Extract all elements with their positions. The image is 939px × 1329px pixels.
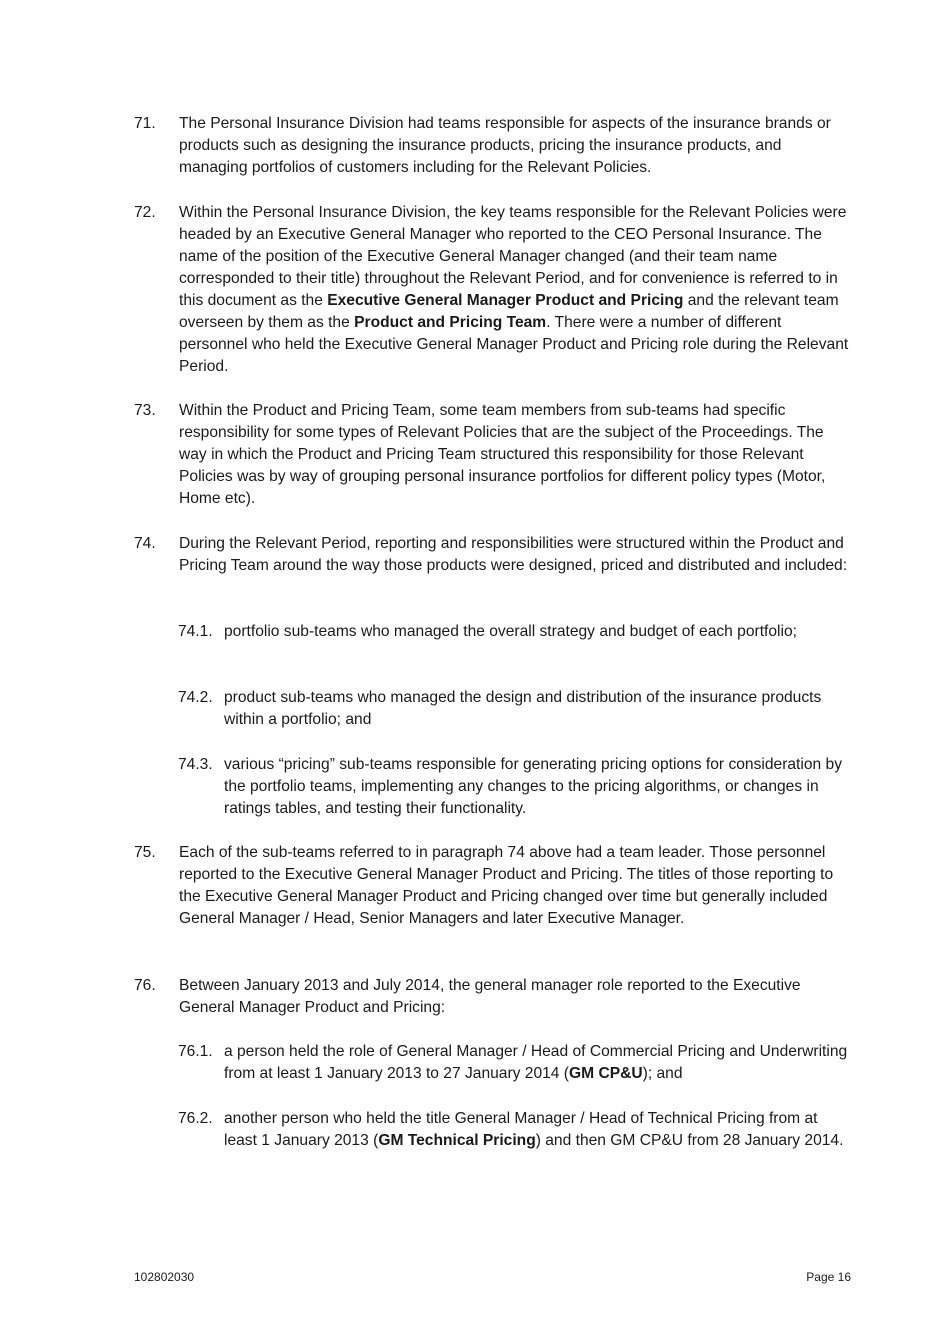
subparagraph-text: product sub-teams who managed the design and distribution of the insurance products within a portfolio; and: [224, 689, 822, 728]
paragraph-text: The Personal Insurance Division had teams responsible for aspects of the insurance brands or products such as designing the insurance products, pricing the insurance products, and managing portfolios of customers including for the Relevant Policies.: [179, 115, 831, 176]
paragraph-text: Between January 2013 and July 2014, the general manager role reported to the Executive General Manager Product and Pricing:: [179, 977, 801, 1016]
paragraph-text: Each of the sub-teams referred to in paragraph 74 above had a team leader. Those personnel reported to the Executive General Manager Product and Pricing. The titles of those reporting to the Executive General Manager Product and Pricing changed over time but generally included General Manager / Head, Senior Managers and later Executive Manager.: [179, 844, 834, 927]
subparagraph-text: portfolio sub-teams who managed the overall strategy and budget of each portfolio;: [224, 623, 797, 640]
text-run: ) and then GM CP&U from 28 January 2014.: [535, 1132, 844, 1149]
subparagraph-number: 74.3.: [178, 756, 213, 773]
subparagraph-number: 74.1.: [178, 623, 213, 640]
paragraph-number: 72.: [134, 204, 156, 221]
paragraph-text: Within the Product and Pricing Team, some team members from sub-teams had specific responsibility for some types of Relevant Policies that are the subject of the Proceedings. The way in which the Product and Pricing Team structured this responsibility for those Relevant Policies was by way of grouping personal insurance portfolios for different policy types (Motor, Home etc).: [179, 402, 826, 507]
defined-term: GM CP&U: [569, 1065, 643, 1082]
subparagraph-text: [224, 1041, 854, 1085]
paragraph-number: 71.: [134, 115, 156, 132]
page-number: Page 16: [806, 1270, 851, 1284]
defined-term: Product and Pricing Team: [354, 314, 547, 331]
paragraph-number: 75.: [134, 844, 156, 861]
paragraph-number: 73.: [134, 402, 156, 419]
paragraph-number: 76.: [134, 977, 156, 994]
text-run: . There were a number of different personnel who held the Executive General Manager Product and Pricing role during the Relevant Period.: [179, 314, 849, 375]
text-run: and the relevant team overseen by them as the: [179, 292, 839, 331]
defined-term: GM Technical Pricing: [378, 1132, 536, 1149]
text-run: a person held the role of General Manager / Head of Commercial Pricing and Underwriting from at least 1 January 2013 to 27 January 2014 (: [224, 1043, 848, 1082]
document-id: 102802030: [134, 1270, 195, 1284]
text-run: ); and: [642, 1065, 683, 1082]
defined-term: Executive General Manager Product and Pricing: [327, 292, 684, 309]
text-run: another person who held the title General Manager / Head of Technical Pricing from at least 1 January 2013 (: [224, 1110, 818, 1149]
paragraph-text: During the Relevant Period, reporting and responsibilities were structured within the Product and Pricing Team around the way those products were designed, priced and distributed and included:: [179, 535, 848, 574]
paragraph-number: 74.: [134, 535, 156, 552]
subparagraph-text: various “pricing” sub-teams responsible for generating pricing options for consideration by the portfolio teams, implementing any changes to the pricing algorithms, or changes in ratings tables, and testing their functionality.: [224, 756, 843, 817]
subparagraph-number: 76.1.: [178, 1043, 213, 1060]
subparagraph-number: 76.2.: [178, 1110, 213, 1127]
paragraph-text: [179, 202, 854, 378]
subparagraph-text: [224, 1108, 854, 1152]
subparagraph-number: 74.2.: [178, 689, 213, 706]
text-run: Within the Personal Insurance Division, the key teams responsible for the Relevant Policies were headed by an Executive General Manager who reported to the CEO Personal Insurance. The name of the position of the Executive General Manager changed (and their team name corresponded to their title) throughout the Relevant Period, and for convenience is referred to in this document as the: [179, 204, 847, 309]
